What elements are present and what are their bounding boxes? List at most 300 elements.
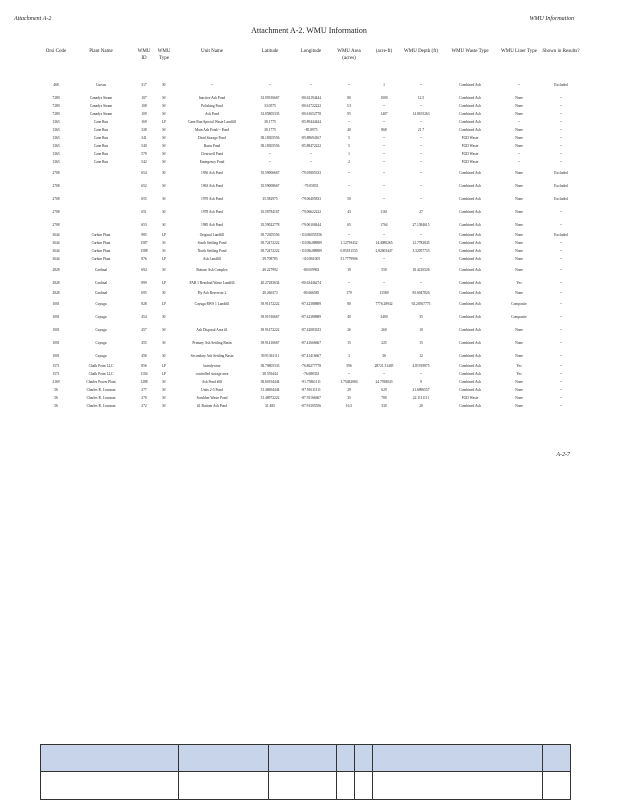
table-cell: Canadys Steam (89, 112, 113, 116)
column-header: WMU Depth (ft) (404, 49, 438, 54)
table-cell: Main Ash Pond/-- Pond (194, 128, 230, 132)
table-cell: 260 (381, 327, 387, 332)
table-cell: 39.91472222 (260, 327, 280, 332)
table-cell: -- (382, 233, 386, 237)
column-header: Orsi Code (45, 49, 67, 54)
table-cell: SI (162, 380, 166, 384)
page-number: A-2-7 (556, 452, 570, 458)
table-cell: 2708 (52, 209, 60, 214)
table-cell: 868 (381, 128, 387, 132)
table-cell: None (515, 144, 523, 148)
table-row (44, 142, 584, 150)
table-cell: -- (268, 152, 272, 156)
table-cell: None (515, 233, 523, 237)
table-cell: 1363 (52, 144, 60, 148)
table-cell: 39.91472222 (260, 301, 280, 306)
table-cell: Combined Ash (459, 340, 481, 345)
table-cell: None (515, 136, 523, 140)
footer-cell (543, 745, 571, 772)
table-cell: -- (559, 128, 563, 132)
table-cell: 39.91916667 (260, 314, 280, 319)
table-cell: -- (419, 120, 423, 124)
table-cell: -- (559, 112, 563, 116)
table-cell: 21.6896557 (412, 388, 430, 392)
table-cell: -80.63446274 (300, 280, 322, 285)
table-cell (68, 205, 134, 218)
table-row (44, 247, 584, 255)
table-cell: Ash Pond (204, 112, 220, 116)
table-cell: Cane Run (93, 152, 109, 156)
footer-cell (269, 772, 337, 800)
table-cell: 1001 (52, 327, 60, 332)
table-cell: Yes (516, 372, 522, 376)
table-cell: Composite (511, 314, 527, 319)
table-cell: 1963 Ash Pond (201, 183, 223, 188)
table-cell: 51.7779906 (340, 257, 358, 261)
table-cell: Combined Ash (459, 104, 481, 108)
table-row (44, 255, 584, 263)
table-cell: 39.91416667 (260, 340, 280, 345)
column-header: WMU Waste Type (451, 49, 489, 54)
table-cell: Cane Run (93, 144, 109, 148)
table-cell: Carbon Plant (91, 233, 111, 237)
table-cell: SI (162, 104, 166, 108)
table-cell: 1 (348, 152, 350, 156)
table-cell: 330 (381, 404, 387, 408)
table-cell: 179 (346, 291, 352, 295)
table-cell: SI (162, 152, 166, 156)
table-cell: 454 (141, 314, 147, 319)
table-cell: Combined Ash (459, 96, 481, 100)
table-cell: SI (162, 327, 166, 332)
table-cell: 22.1111111 (412, 396, 430, 400)
table-cell: Combined Ash (459, 249, 481, 253)
table-cell: SI (162, 249, 166, 253)
table-cell: LF (161, 301, 167, 306)
table-cell: 1001 (52, 314, 60, 319)
table-cell: -76.86277778 (300, 364, 322, 368)
table-cell: -- (382, 280, 386, 285)
table-cell: None (515, 128, 523, 132)
column-header: WMU ID (137, 49, 151, 61)
table-cell: SI (162, 112, 166, 116)
table-cell: -- (419, 104, 423, 108)
table-cell: 456 (141, 353, 147, 358)
table-cell: -85.89444444 (300, 120, 322, 124)
table-cell (68, 179, 134, 192)
table-cell: 780 (381, 396, 387, 400)
table-cell: -80.62194444 (300, 96, 322, 100)
table-cell: -87.41416667 (300, 353, 322, 358)
table-row (44, 263, 584, 276)
table-cell: 828 (141, 301, 147, 306)
table-cell: 40 (347, 314, 351, 319)
wmu-table (44, 48, 584, 410)
table-cell: -79.06405833 (300, 196, 322, 201)
table-cell: -- (347, 183, 351, 188)
table-cell: South Settling Pond (197, 241, 227, 245)
table-cell: Dead Storage Pond (198, 136, 226, 140)
column-header: WMU Type (157, 49, 171, 61)
table-cell: SI (162, 128, 166, 132)
table-cell: 1764 (380, 222, 388, 227)
table-cell: Excluded (554, 83, 568, 87)
table-cell: None (515, 196, 523, 201)
footer-cell (337, 745, 355, 772)
table-cell: -110.861005 (301, 257, 321, 261)
table-cell (68, 192, 134, 205)
table-cell: 653 (141, 222, 147, 227)
table-cell: None (515, 353, 523, 358)
table-cell: -110.86288889 (300, 249, 322, 253)
table-cell: Excluded (554, 196, 568, 201)
footer-cell (355, 772, 373, 800)
table-cell: Cane Run (93, 120, 109, 124)
table-cell: 2 (348, 160, 350, 164)
table-cell: 1363 (52, 160, 60, 164)
table-cell: 2708 (52, 222, 60, 227)
table-row (44, 370, 584, 378)
table-cell: 38.1775 (264, 128, 276, 132)
table-cell: 542 (141, 160, 147, 164)
table-cell: -87.91166667 (301, 396, 321, 400)
table-cell: 5 (348, 136, 350, 140)
table-cell: Scrubber Waste Pond (196, 396, 228, 400)
table-cell: -- (559, 136, 563, 140)
table-cell: 109 (141, 112, 147, 116)
table-cell: Chalk Point LLC (88, 372, 114, 376)
table-cell: -- (382, 196, 386, 201)
table-cell: LF (161, 364, 167, 368)
table-cell: None (515, 404, 523, 408)
table-cell: 21.7 (417, 128, 425, 132)
table-cell: -- (419, 372, 423, 376)
footer-cell (41, 772, 179, 800)
table-cell: 1363 (52, 152, 60, 156)
table-cell: 1363 (52, 128, 60, 132)
table-cell: None (515, 396, 523, 400)
table-cell: 80 (347, 301, 351, 306)
table-cell: 2708 (52, 196, 60, 201)
table-cell: Composite (511, 301, 527, 306)
table-cell: -- (382, 136, 386, 140)
table-cell: -- (382, 152, 386, 156)
table-cell: 15 (419, 340, 423, 345)
table-cell: Combined Ash (459, 241, 481, 245)
table-row (44, 276, 584, 289)
table-cell: 83.6947826 (412, 291, 430, 295)
table-row (44, 94, 584, 102)
table-cell: SI (162, 396, 166, 400)
table-cell: -- (559, 327, 563, 332)
table-cell: 455 (141, 340, 147, 345)
table-cell: Combined Ash (459, 364, 481, 368)
column-header: Unit Name (200, 49, 224, 54)
table-cell: -- (559, 267, 563, 272)
table-cell: 1407 (380, 112, 388, 116)
table-cell: Inactive Ash Pond (198, 96, 226, 100)
table-cell: 36 (382, 353, 386, 358)
table-cell: Secondary Ash Settling Basin (190, 353, 234, 358)
table-cell: 40.266373 (262, 291, 278, 295)
table-cell: controlled storage area (195, 372, 229, 376)
table-cell: -- (419, 233, 423, 237)
table-cell: -- (419, 170, 423, 175)
table-cell: 7776.28942 (375, 301, 393, 306)
table-cell: -- (382, 144, 386, 148)
table-cell: SI (162, 222, 166, 227)
table-cell: SI (162, 170, 166, 175)
table-cell: SI (162, 96, 166, 100)
table-cell: North Settling Pond (197, 249, 227, 253)
column-header: Latitude (261, 49, 279, 54)
table-cell: -- (559, 96, 563, 100)
table-cell: None (515, 257, 523, 261)
table-cell: -- (559, 104, 563, 108)
table-cell: Charles R. Lowman (86, 404, 116, 408)
table-cell: SI (162, 340, 166, 345)
table-row (44, 126, 584, 134)
table-cell: 1956 Ash Pond (201, 170, 223, 175)
table-cell: 27 (419, 209, 423, 214)
table-row (44, 110, 584, 118)
table-cell: -- (382, 104, 386, 108)
table-cell: -- (382, 372, 386, 376)
table-cell: 341 (141, 136, 147, 140)
table-cell: 899 (141, 280, 147, 285)
table-cell: Combined Ash (459, 267, 481, 272)
page-title: Attachment A-2. WMU Information (251, 26, 367, 35)
table-cell: Combined Ash (459, 120, 481, 124)
table-cell: -- (517, 120, 521, 124)
table-cell: Polishing Pond (201, 104, 223, 108)
table-cell: 38.18305556 (260, 136, 280, 140)
table-cell: -- (559, 353, 563, 358)
table-cell: 0.85181535 (340, 249, 358, 253)
table-row (44, 386, 584, 394)
table-cell: -- (419, 183, 423, 188)
table-cell: -80.61652778 (300, 112, 322, 116)
footer-cell (355, 745, 373, 772)
table-cell: Carbon Plant (91, 241, 111, 245)
table-cell: Cane Run (93, 128, 109, 132)
table-cell: Combined Ash (459, 372, 481, 376)
table-cell: Cane Run (93, 136, 109, 140)
table-body (44, 76, 584, 410)
table-row (44, 239, 584, 247)
table-cell: -- (419, 257, 423, 261)
table-cell: 225 (381, 340, 387, 345)
table-cell: #1 Bottom Ash Pond (196, 404, 228, 408)
table-cell: 3400 (380, 314, 388, 319)
table-cell: 7280 (52, 96, 60, 100)
table-cell: 31.48972222 (260, 396, 280, 400)
table-cell: -- (559, 120, 563, 124)
table-cell: Combined Ash (459, 404, 481, 408)
table-cell: 579 (141, 152, 147, 156)
table-cell: Combined Ash (459, 196, 481, 201)
table-cell: Ash Landfill (202, 257, 222, 261)
table-cell: -- (559, 404, 563, 408)
table-cell: -- (559, 380, 563, 384)
table-cell: 16.5 (345, 404, 353, 408)
table-cell: -- (559, 209, 563, 214)
table-cell: 2828 (52, 291, 60, 295)
table-cell: Combined Ash (459, 314, 481, 319)
table-cell: 39.708785 (262, 257, 278, 261)
table-cell: 272 (141, 404, 147, 408)
table-cell: Combined Ash (459, 233, 481, 237)
table-cell: -- (559, 280, 563, 285)
table-cell: -85.8975 (304, 128, 318, 132)
table-cell: SI (162, 404, 166, 408)
table-cell: -- (559, 364, 563, 368)
table-cell: -87.42388889 (300, 314, 322, 319)
table-cell: -- (419, 280, 423, 285)
table-row (44, 394, 584, 402)
table-cell: Combined Ash (459, 170, 481, 175)
table-cell: 28721.31405 (374, 364, 394, 368)
header-attachment-label: Attachment A-2 (14, 16, 52, 22)
table-cell: -- (382, 257, 386, 261)
table-cell: SI (162, 314, 166, 319)
table-cell: 2169 (52, 380, 60, 384)
table-cell: None (515, 112, 523, 116)
table-cell: Charles R. Lowman (86, 396, 116, 400)
table-cell: -- (382, 120, 386, 124)
table-cell: -85.88694167 (300, 136, 322, 140)
table-cell: 1978 Ash Pond (201, 209, 223, 214)
column-header: (acre-ft) (375, 49, 393, 54)
table-cell: 35.59022778 (260, 222, 280, 227)
table-cell: 35.59006667 (260, 170, 280, 175)
table-cell: 169 (141, 120, 147, 124)
table-cell: Cayuga (95, 301, 107, 306)
table-cell: Excluded (554, 170, 568, 175)
table-cell: 38.559444 (262, 372, 278, 376)
table-cell: Canadys Steam (89, 104, 113, 108)
table-cell: -- (559, 222, 563, 227)
table-cell: Cursus (96, 83, 106, 87)
table-cell: Fly Ash Reservoir 2 (197, 291, 227, 295)
table-cell: Emergency Pond (199, 160, 225, 164)
table-cell: 38.70805333 (260, 364, 280, 368)
table-cell: SI (162, 196, 166, 201)
table-cell: -- (559, 291, 563, 295)
table-cell: Primary Ash Settling Basin (192, 340, 232, 345)
table-cell: Canadys Steam (89, 96, 113, 100)
table-cell: 35.582975 (262, 196, 278, 201)
table-cell: 56 (54, 396, 58, 400)
table-cell: 33.05916667 (260, 96, 280, 100)
table-cell: Excluded (554, 233, 568, 237)
table-cell: 19 (347, 267, 351, 272)
table-cell: Cayuga RWS 1 Landfill (194, 301, 230, 306)
table-row (44, 150, 584, 158)
column-header: WMU Liner Type (501, 49, 537, 54)
table-cell: 9 (420, 380, 422, 384)
table-cell: 651 (141, 209, 147, 214)
table-cell: -85.88472222 (300, 144, 322, 148)
table-cell: Cayuga (95, 340, 107, 345)
table-header-row (44, 48, 584, 76)
table-cell: Combined Ash (459, 209, 481, 214)
table-cell: -- (309, 160, 313, 164)
table-cell: -- (347, 120, 351, 124)
table-cell: None (515, 340, 523, 345)
table-cell: 457 (141, 327, 147, 332)
table-cell: SI (162, 388, 166, 392)
table-cell: Clearwell Pond (200, 152, 224, 156)
table-cell: 31.48694444 (260, 388, 280, 392)
table-cell: 3.75482084 (340, 380, 358, 384)
table-row (44, 134, 584, 142)
table-cell: -- (517, 152, 521, 156)
table-cell: 338 (141, 128, 147, 132)
table-cell: -- (382, 170, 386, 175)
table-row (44, 205, 584, 218)
table-cell: None (515, 222, 523, 227)
table-cell: 1970 Ash Pond (201, 196, 223, 201)
table-cell: 40 (347, 128, 351, 132)
table-cell: 654 (141, 170, 147, 175)
table-cell: Charles Power Plant (86, 380, 116, 384)
footer-cell (269, 745, 337, 772)
table-cell: -- (419, 83, 423, 87)
table-cell: -- (559, 241, 563, 245)
table-cell: 985 (141, 233, 147, 237)
table-cell: 596 (346, 364, 352, 368)
table-cell: 39.91361111 (260, 353, 280, 358)
table-cell: 108 (141, 104, 147, 108)
table-cell: Charles R. Lowman (86, 388, 116, 392)
table-cell: Combined Ash (459, 327, 481, 332)
table-cell: 39.72472222 (260, 249, 280, 253)
table-cell (174, 310, 250, 323)
table-cell: -- (268, 160, 272, 164)
table-cell: -- (517, 83, 521, 87)
table-cell: -- (559, 372, 563, 376)
table-cell: -- (382, 183, 386, 188)
table-cell: None (515, 209, 523, 214)
table-cell: -- (559, 340, 563, 345)
table-cell: 629 (381, 388, 387, 392)
table-cell: -- (419, 160, 423, 164)
table-cell: FGD Waste (461, 160, 479, 164)
table-cell: Combined Ash (459, 222, 481, 227)
footer-form-header-row (41, 745, 571, 772)
table-cell: FGD Waste (461, 152, 479, 156)
table-cell: None (515, 96, 523, 100)
table-cell: 92.20567775 (411, 301, 431, 306)
table-cell: -- (559, 388, 563, 392)
table-cell: FGD Waste (461, 136, 479, 140)
table-cell: 40.27283634 (260, 280, 280, 285)
table-cell: SI (162, 241, 166, 245)
table-cell: -87.91305556 (300, 404, 322, 408)
table-cell: 27.1384615 (412, 222, 430, 227)
table-cell: 20 (419, 404, 423, 408)
header-section-label: WMU Information (529, 16, 574, 22)
table-cell: -87.91611111 (301, 388, 321, 392)
table-cell: Combined Ash (459, 280, 481, 285)
table-cell: None (515, 291, 523, 295)
footer-cell (373, 772, 543, 800)
table-cell: SI (162, 144, 166, 148)
table-cell: 26 (347, 327, 351, 332)
table-cell: 7280 (52, 104, 60, 108)
table-cell: -87.42083333 (300, 327, 322, 332)
